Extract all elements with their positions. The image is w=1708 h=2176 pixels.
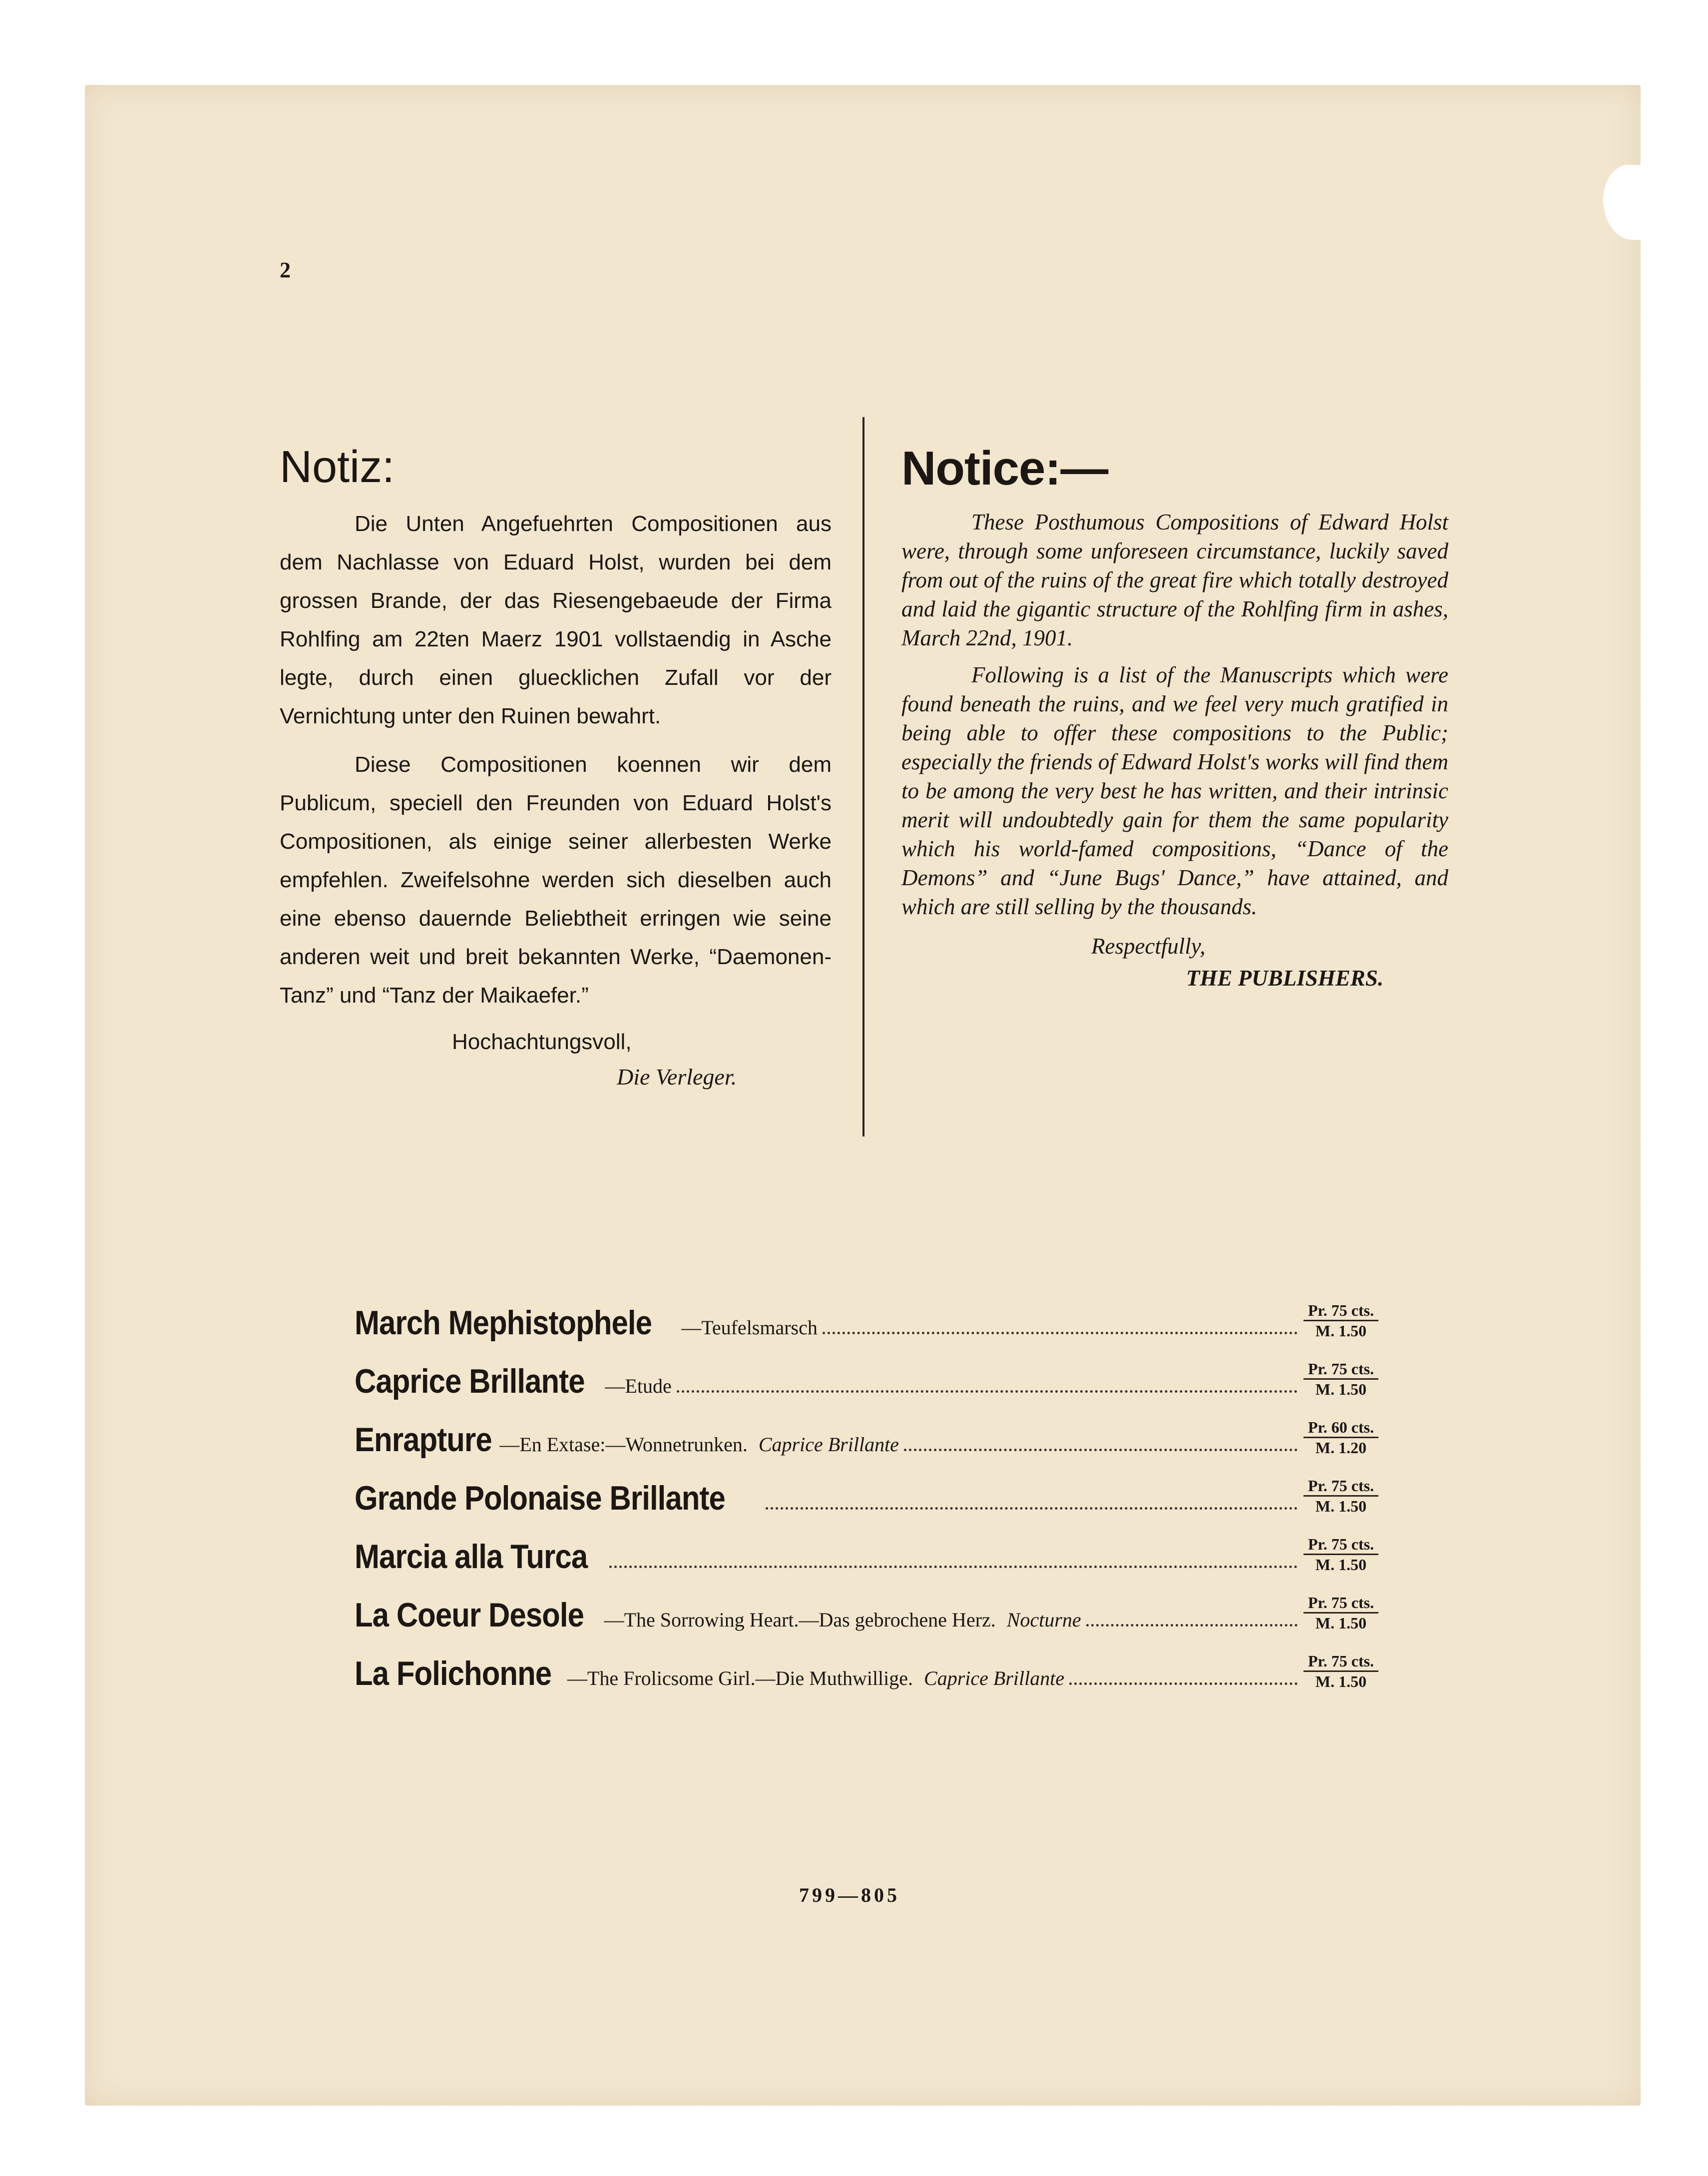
composition-price [1303, 1359, 1378, 1406]
composition-genre: Nocturne [1006, 1609, 1081, 1631]
german-closing: Hochachtungsvoll, [452, 1030, 632, 1054]
price-mark: M. 1.50 [1315, 1614, 1367, 1632]
english-heading: Notice:— [901, 442, 1108, 495]
english-paragraph-1: These Posthumous Compositions of Edward Holst were, through some unforeseen circumstance, luckily saved from out of the ruins of the great fire which totally destroyed and laid the gigantic structure of the Rohlfing firm in ashes, March 22nd, 1901. [901, 510, 1448, 650]
dot-leader [904, 1449, 1297, 1451]
composition-genre: Caprice Brillante [758, 1433, 899, 1456]
price-mark: M. 1.50 [1315, 1497, 1367, 1515]
price-mark: M. 1.20 [1315, 1439, 1367, 1457]
column-divider [862, 417, 864, 1136]
price-mark: M. 1.50 [1315, 1556, 1367, 1574]
english-notice [901, 442, 1448, 993]
price-usd: Pr. 75 cts. [1303, 1359, 1378, 1380]
composition-row [355, 1639, 1378, 1698]
composition-title: Grande Polonaise Brillante [355, 1479, 725, 1517]
composition-row [355, 1523, 1378, 1581]
composition-subtitle: —The Frolicsome Girl.—Die Muthwillige. [567, 1667, 913, 1689]
composition-list [355, 1289, 1378, 1698]
dot-leader [609, 1566, 1297, 1568]
price-mark: M. 1.50 [1315, 1380, 1367, 1398]
composition-subtitle: —En Extase:—Wonnetrunken. [499, 1433, 748, 1456]
dot-leader [1069, 1682, 1297, 1685]
composition-price [1303, 1418, 1378, 1464]
composition-price [1303, 1476, 1378, 1523]
german-heading: Notiz: [280, 442, 395, 492]
english-closing: Respectfully, [1091, 934, 1206, 959]
composition-title: Marcia alla Turca [355, 1538, 588, 1576]
composition-row [355, 1289, 1378, 1347]
composition-price [1303, 1651, 1378, 1698]
price-usd: Pr. 60 cts. [1303, 1418, 1378, 1438]
price-usd: Pr. 75 cts. [1303, 1651, 1378, 1672]
composition-title: La Folichonne [355, 1654, 552, 1692]
price-usd: Pr. 75 cts. [1303, 1476, 1378, 1497]
composition-row [355, 1406, 1378, 1464]
english-signature: THE PUBLISHERS. [1186, 966, 1384, 991]
price-mark: M. 1.50 [1315, 1672, 1367, 1690]
dot-leader [766, 1507, 1297, 1510]
plate-number: 799—805 [799, 1884, 900, 1906]
dot-leader [677, 1390, 1297, 1393]
composition-title: March Mephistophele [355, 1304, 652, 1342]
composition-genre: Caprice Brillante [924, 1667, 1065, 1689]
price-mark: M. 1.50 [1315, 1322, 1367, 1340]
composition-subtitle: —Etude [605, 1375, 672, 1397]
composition-price [1303, 1301, 1378, 1347]
german-paragraph-2: Diese Compositionen koennen wir dem Publicum, speciell den Freunden von Eduard Holst's Compositionen, als einige seiner allerbesten Werke empfehlen. Zweifelsohne werden sich dieselben auch eine ebenso dauernde Beliebtheit erringen wie seine anderen weit und breit bekannten Werke, “Daemonen-Tanz” und “Tanz der Maikaefer.” [280, 752, 832, 1008]
composition-row [355, 1347, 1378, 1406]
page-number: 2 [280, 258, 291, 282]
composition-title: Caprice Brillante [355, 1362, 585, 1400]
dot-leader [1086, 1624, 1297, 1627]
german-notice [280, 442, 832, 1094]
german-signature: Die Verleger. [617, 1064, 737, 1089]
english-paragraph-2: Following is a list of the Manuscripts which were found beneath the ruins, and we feel very much gratified in being able to offer these compositions to the Public; especially the friends of Edward Holst's works will find them to be among the very best he has written, and their intrinsic merit will undoubtedly gain for them the same popularity which his world-famed compositions, “Dance of the Demons” and “June Bugs' Dance,” have attained, and which are still selling by the thousands. [901, 662, 1448, 919]
composition-title: La Coeur Desole [355, 1596, 584, 1634]
composition-subtitle: —The Sorrowing Heart.—Das gebrochene Herz. [604, 1609, 996, 1631]
price-usd: Pr. 75 cts. [1303, 1535, 1378, 1555]
german-paragraph-1: Die Unten Angefuehrten Compositionen aus dem Nachlasse von Eduard Holst, wurden bei dem grossen Brande, der das Riesengebaeude der Firma Rohlfing am 22ten Maerz 1901 vollstaendig in Asche legte, durch einen gluecklichen Zufall vor der Vernichtung unter den Ruinen bewahrt. [280, 512, 832, 728]
composition-row [355, 1464, 1378, 1523]
composition-price [1303, 1535, 1378, 1581]
composition-row [355, 1581, 1378, 1639]
dot-leader [823, 1332, 1297, 1334]
composition-price [1303, 1593, 1378, 1639]
price-usd: Pr. 75 cts. [1303, 1301, 1378, 1321]
composition-subtitle: —Teufelsmarsch [681, 1316, 818, 1339]
price-usd: Pr. 75 cts. [1303, 1593, 1378, 1614]
composition-title: Enrapture [355, 1421, 492, 1459]
